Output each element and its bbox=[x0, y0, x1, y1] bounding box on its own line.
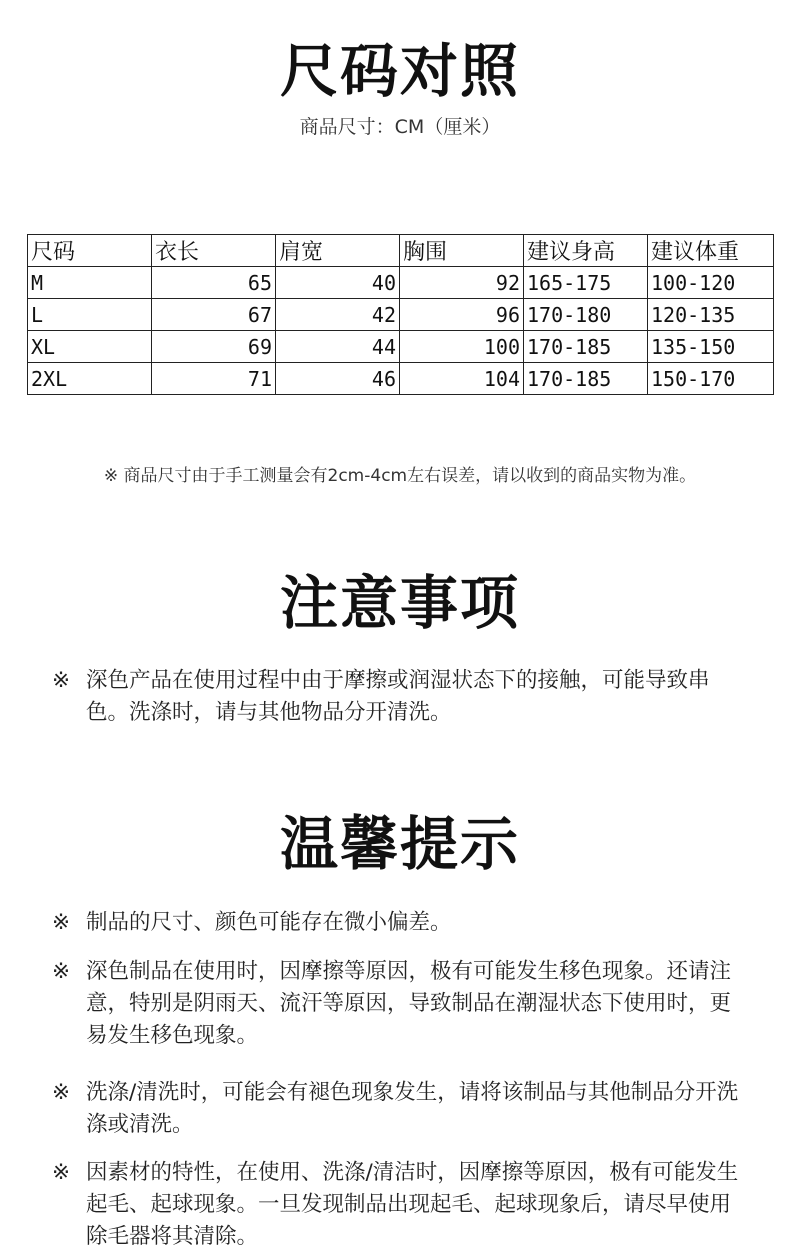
cell-size: 2XL bbox=[28, 363, 152, 395]
header-chest: 胸围 bbox=[400, 235, 524, 267]
tip-text: 因素材的特性，在使用、洗涤/清洁时，因摩擦等原因，极有可能发生起毛、起球现象。一旦发现制品出现起毛、起球现象后，请尽早使用除毛器将其清除。 bbox=[86, 1160, 739, 1249]
tip-item bbox=[52, 1077, 752, 1141]
size-chart-subtitle: 商品尺寸：CM（厘米） bbox=[299, 116, 501, 138]
cell-size: M bbox=[28, 267, 152, 299]
tip-item bbox=[52, 907, 752, 939]
reference-mark: ※ bbox=[52, 668, 71, 693]
cell-length: 65 bbox=[152, 267, 276, 299]
notice-title: 注意事项 bbox=[279, 569, 520, 637]
tip-text: 洗涤/清洗时，可能会有褪色现象发生，请将该制品与其他制品分开洗涤或清洗。 bbox=[86, 1080, 739, 1137]
reference-mark: ※ bbox=[52, 959, 71, 984]
cell-shoulder: 46 bbox=[276, 363, 400, 395]
cell-length: 67 bbox=[152, 299, 276, 331]
tips-title: 温馨提示 bbox=[279, 810, 520, 878]
cell-chest: 104 bbox=[400, 363, 524, 395]
header-weight: 建议体重 bbox=[648, 235, 774, 267]
cell-height: 170-185 bbox=[524, 363, 648, 395]
cell-height: 165-175 bbox=[524, 267, 648, 299]
size-table bbox=[27, 234, 774, 395]
cell-size: XL bbox=[28, 331, 152, 363]
notice-text: 深色产品在使用过程中由于摩擦或润湿状态下的接触，可能导致串色。洗涤时，请与其他物品分开清洗。 bbox=[86, 668, 710, 725]
cell-chest: 96 bbox=[400, 299, 524, 331]
table-row bbox=[28, 299, 774, 331]
tip-item bbox=[52, 1157, 752, 1253]
cell-chest: 92 bbox=[400, 267, 524, 299]
notice-item bbox=[52, 665, 752, 729]
tip-text: 制品的尺寸、颜色可能存在微小偏差。 bbox=[86, 910, 452, 935]
tip-item bbox=[52, 956, 752, 1052]
table-row bbox=[28, 331, 774, 363]
header-size: 尺码 bbox=[28, 235, 152, 267]
header-length: 衣长 bbox=[152, 235, 276, 267]
cell-weight: 100-120 bbox=[648, 267, 774, 299]
table-header-row bbox=[28, 235, 774, 267]
measurement-note: ※ 商品尺寸由于手工测量会有2cm-4cm左右误差，请以收到的商品实物为准。 bbox=[103, 466, 697, 486]
table-row bbox=[28, 267, 774, 299]
cell-length: 69 bbox=[152, 331, 276, 363]
reference-mark: ※ bbox=[52, 1160, 71, 1185]
reference-mark: ※ bbox=[52, 910, 71, 935]
header-height: 建议身高 bbox=[524, 235, 648, 267]
size-chart-title: 尺码对照 bbox=[279, 37, 520, 105]
cell-weight: 135-150 bbox=[648, 331, 774, 363]
cell-chest: 100 bbox=[400, 331, 524, 363]
reference-mark: ※ bbox=[52, 1080, 71, 1105]
cell-length: 71 bbox=[152, 363, 276, 395]
cell-height: 170-185 bbox=[524, 331, 648, 363]
cell-shoulder: 42 bbox=[276, 299, 400, 331]
cell-height: 170-180 bbox=[524, 299, 648, 331]
tip-text: 深色制品在使用时，因摩擦等原因，极有可能发生移色现象。还请注意，特别是阴雨天、流汗等原因，导致制品在潮湿状态下使用时，更易发生移色现象。 bbox=[86, 959, 732, 1048]
cell-shoulder: 44 bbox=[276, 331, 400, 363]
cell-size: L bbox=[28, 299, 152, 331]
cell-weight: 150-170 bbox=[648, 363, 774, 395]
header-shoulder: 肩宽 bbox=[276, 235, 400, 267]
table-row bbox=[28, 363, 774, 395]
cell-weight: 120-135 bbox=[648, 299, 774, 331]
cell-shoulder: 40 bbox=[276, 267, 400, 299]
